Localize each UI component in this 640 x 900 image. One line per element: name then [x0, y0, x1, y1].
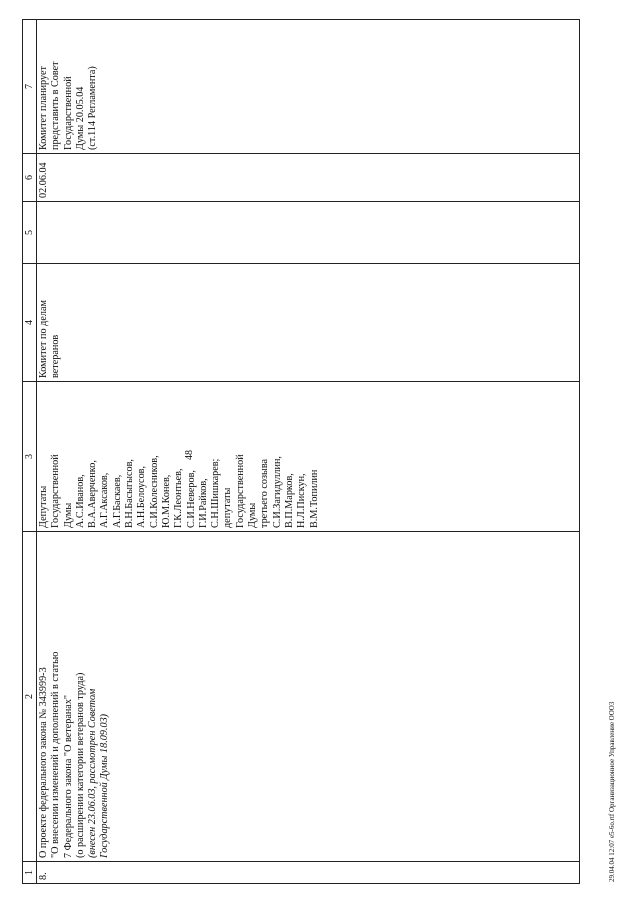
author-line: В.Н.Басыгысов,	[124, 459, 136, 528]
author-line: Государственной	[50, 454, 62, 528]
bill-italic-line: Государственной Думы 18.09.03)	[99, 713, 111, 858]
note-line: Комитет планирует	[38, 66, 49, 150]
author-line: Г.И.Райков,	[197, 478, 209, 528]
author-line: Г.К.Леонтьев,	[173, 468, 185, 528]
note-line: (ст.114 Регламента)	[87, 66, 99, 150]
bill-line: (о расширении категории ветеранов труда)	[74, 672, 86, 858]
date-cell: 02.06.04	[37, 154, 580, 202]
bills-table	[22, 19, 580, 884]
author-line: Думы	[62, 502, 74, 528]
note-cell	[37, 20, 580, 154]
bill-line: 7 Федерального закона "О ветеранах"	[62, 694, 74, 858]
bill-italic-line: (внесен 23.06.03, рассмотрен Советом	[87, 688, 99, 858]
author-line: С.И.Неверов,	[185, 470, 197, 528]
author-line: Депутаты	[38, 485, 49, 528]
author-line: В.П.Марков,	[283, 473, 295, 528]
header-col-1: 1	[23, 862, 37, 884]
author-line: Ю.М.Конев,	[160, 474, 172, 528]
author-line: Н.Л.Пискун,	[296, 473, 308, 528]
file-footer: 29.04.04 12:07 е5-6о.rtf Организационное Управление ООО3	[608, 701, 616, 882]
note-line: представить в Совет	[50, 61, 62, 150]
bill-description	[37, 532, 580, 862]
page-number: 48	[184, 450, 195, 460]
author-line: А.Н.Белоусов,	[136, 465, 148, 528]
bill-line: "О внесении изменений и дополнений в статью	[50, 651, 62, 858]
header-col-7: 7	[23, 20, 37, 154]
author-line: С.И.Загидуллин,	[271, 456, 283, 528]
author-line: С.Н.Шишкарев;	[210, 458, 222, 528]
row-number: 8.	[37, 862, 580, 884]
committee	[37, 264, 580, 382]
header-row	[23, 20, 37, 884]
committee-line: ветеранов	[50, 334, 62, 378]
author-line: третьего созыва	[259, 458, 271, 528]
committee-line: Комитет по делам	[38, 300, 49, 378]
header-col-2: 2	[23, 532, 37, 862]
bill-line: О проекте федерального закона № 343999-3	[38, 667, 49, 858]
author-line: В.М.Топилин	[308, 469, 320, 528]
author-line: А.С.Иванов,	[74, 474, 86, 528]
header-col-6: 6	[23, 154, 37, 202]
column-5-cell	[37, 202, 580, 264]
header-col-4: 4	[23, 264, 37, 382]
author-line: депутаты	[222, 487, 234, 528]
header-col-3: 3	[23, 382, 37, 532]
note-line: Думы 20.05.04	[74, 86, 86, 150]
table-row	[37, 20, 580, 884]
author-line: Думы	[247, 502, 259, 528]
note-line: Государственной	[62, 76, 74, 150]
author-line: А.Г.Баскаев,	[111, 474, 123, 528]
author-line: А.Г.Аксаков,	[99, 472, 111, 528]
author-line: В.А.Аверченко,	[87, 460, 99, 528]
author-line: Государственной	[234, 454, 246, 528]
author-line: С.И.Колесников,	[148, 455, 160, 528]
header-col-5: 5	[23, 202, 37, 264]
bill-authors	[37, 382, 580, 532]
